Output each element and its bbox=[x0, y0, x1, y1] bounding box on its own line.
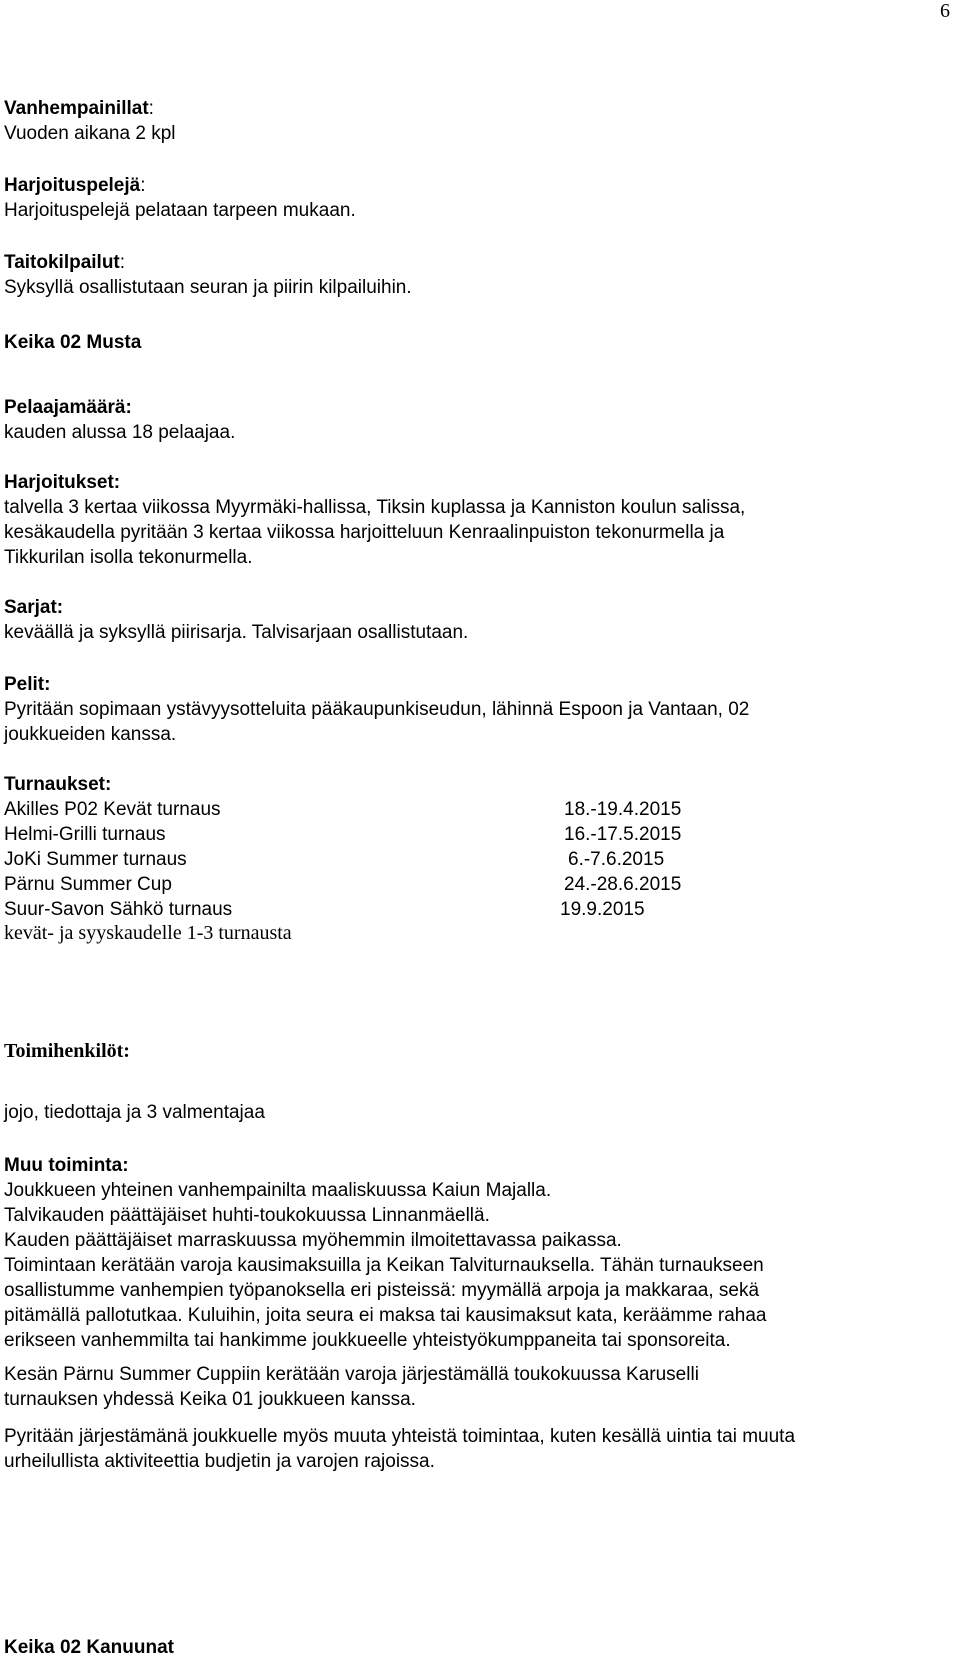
toimihenkilot-text: jojo, tiedottaja ja 3 valmentajaa bbox=[4, 1102, 265, 1123]
tournament-date: 18.-19.4.2015 bbox=[564, 799, 682, 820]
pelit-line: joukkueiden kanssa. bbox=[4, 724, 177, 745]
muu-toiminta-label: Muu toiminta: bbox=[4, 1155, 129, 1176]
vanhempainillat-text: Vuoden aikana 2 kpl bbox=[4, 123, 176, 144]
tournament-row bbox=[4, 822, 804, 847]
tournament-date: 6.-7.6.2015 bbox=[568, 849, 665, 870]
section-vanhempainillat: Vanhempainillat: Vuoden aikana 2 kpl bbox=[4, 98, 176, 144]
tournament-note: kevät- ja syyskaudelle 1-3 turnausta bbox=[4, 922, 292, 944]
muu-toiminta-paragraph-2 bbox=[4, 1362, 699, 1412]
muu-toiminta-line: pitämällä pallotutkaa. Kuluihin, joita seura ei maksa tai kausimaksut kata, keräämme rahaa bbox=[4, 1305, 767, 1326]
section-harjoituspeleja: Harjoituspelejä: Harjoituspelejä pelataan tarpeen mukaan. bbox=[4, 175, 356, 221]
tournament-name: Akilles P02 Kevät turnaus bbox=[4, 799, 221, 820]
sarjat-text: keväällä ja syksyllä piirisarja. Talvisarjaan osallistutaan. bbox=[4, 622, 469, 643]
muu-toiminta-paragraph-3 bbox=[4, 1424, 795, 1474]
taitokilpailut-label: Taitokilpailut bbox=[4, 252, 120, 273]
vanhempainillat-label: Vanhempainillat bbox=[4, 98, 149, 119]
pelaajamaara-label: Pelaajamäärä: bbox=[4, 397, 132, 418]
tournament-date: 19.9.2015 bbox=[560, 899, 645, 920]
muu-toiminta-line: turnauksen yhdessä Keika 01 joukkueen kanssa. bbox=[4, 1389, 416, 1410]
tournament-name: JoKi Summer turnaus bbox=[4, 849, 187, 870]
harjoituspeleja-label: Harjoituspelejä bbox=[4, 175, 141, 196]
section-sarjat bbox=[4, 595, 468, 645]
harjoituspeleja-text: Harjoituspelejä pelataan tarpeen mukaan. bbox=[4, 200, 356, 221]
muu-toiminta-line: Pyritään järjestämänä joukkuelle myös muuta yhteistä toimintaa, kuten kesällä uintia tai muuta bbox=[4, 1426, 796, 1447]
pelaajamaara-text: kauden alussa 18 pelaajaa. bbox=[4, 422, 236, 443]
harjoitukset-label: Harjoitukset: bbox=[4, 472, 121, 493]
pelit-line: Pyritään sopimaan ystävyysotteluita pääkaupunkiseudun, lähinnä Espoon ja Vantaan, 02 bbox=[4, 699, 750, 720]
section-muu-toiminta bbox=[4, 1153, 767, 1353]
tournament-name: Helmi-Grilli turnaus bbox=[4, 824, 166, 845]
section-harjoitukset bbox=[4, 470, 745, 570]
harjoitukset-line: kesäkaudella pyritään 3 kertaa viikossa harjoitteluun Kenraalinpuiston tekonurmella ja bbox=[4, 522, 725, 543]
muu-toiminta-line: Joukkueen yhteinen vanhempainilta maaliskuussa Kaiun Majalla. bbox=[4, 1180, 552, 1201]
tournament-date: 24.-28.6.2015 bbox=[564, 874, 682, 895]
tournament-row bbox=[4, 797, 804, 822]
team-title: Keika 02 Musta bbox=[4, 332, 142, 353]
pelit-label: Pelit: bbox=[4, 674, 51, 695]
tournament-row bbox=[4, 897, 804, 922]
section-pelit bbox=[4, 672, 749, 747]
muu-toiminta-line: Kesän Pärnu Summer Cuppiin kerätään varoja järjestämällä toukokuussa Karuselli bbox=[4, 1364, 699, 1385]
harjoitukset-line: talvella 3 kertaa viikossa Myyrmäki-hallissa, Tiksin kuplassa ja Kanniston koulun salissa, bbox=[4, 497, 746, 518]
muu-toiminta-line: osallistumme vanhempien työpanoksella eri pisteissä: myymällä arpoja ja makkaraa, sekä bbox=[4, 1280, 760, 1301]
muu-toiminta-line: urheilullista aktiviteettia budjetin ja varojen rajoissa. bbox=[4, 1451, 435, 1472]
muu-toiminta-line: erikseen vanhemmilta tai hankimme joukkueelle yhteistyökumppaneita tai sponsoreita. bbox=[4, 1330, 731, 1351]
tournament-name: Suur-Savon Sähkö turnaus bbox=[4, 899, 233, 920]
tournament-date: 16.-17.5.2015 bbox=[564, 824, 682, 845]
tournament-name: Pärnu Summer Cup bbox=[4, 874, 172, 895]
page-number: 6 bbox=[940, 0, 950, 22]
toimihenkilot-label: Toimihenkilöt: bbox=[4, 1040, 130, 1062]
muu-toiminta-line: Talvikauden päättäjäiset huhti-toukokuussa Linnanmäellä. bbox=[4, 1205, 490, 1226]
section-pelaajamaara bbox=[4, 395, 235, 445]
tournament-row bbox=[4, 872, 804, 897]
turnaukset-label: Turnaukset: bbox=[4, 774, 112, 795]
harjoitukset-line: Tikkurilan isolla tekonurmella. bbox=[4, 547, 253, 568]
section-turnaukset bbox=[4, 772, 804, 922]
tournament-row bbox=[4, 847, 804, 872]
muu-toiminta-line: Toimintaan kerätään varoja kausimaksuilla ja Keikan Talviturnauksella. Tähän turnaukseen bbox=[4, 1255, 764, 1276]
sarjat-label: Sarjat: bbox=[4, 597, 64, 618]
next-team-title: Keika 02 Kanuunat bbox=[4, 1637, 174, 1658]
taitokilpailut-text: Syksyllä osallistutaan seuran ja piirin kilpailuihin. bbox=[4, 277, 412, 298]
section-taitokilpailut: Taitokilpailut: Syksyllä osallistutaan seuran ja piirin kilpailuihin. bbox=[4, 252, 412, 298]
muu-toiminta-line: Kauden päättäjäiset marraskuussa myöhemmin ilmoitettavassa paikassa. bbox=[4, 1230, 622, 1251]
